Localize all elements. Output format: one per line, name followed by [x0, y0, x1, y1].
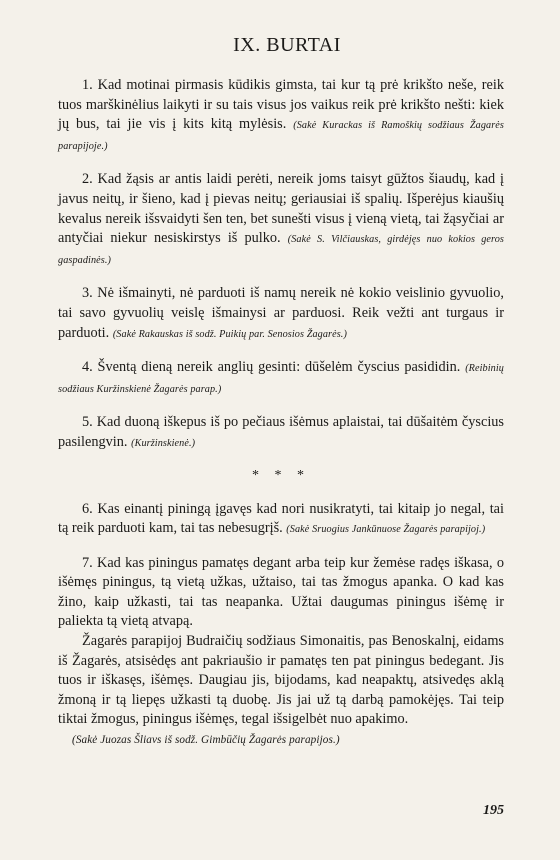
- page-number: 195: [483, 803, 504, 818]
- entry-text-continued: Žagarės parapijoj Budraičių sodžiaus Simonaitis, pas Benoskalnį, eidams iš Žagarės, atsisėdęs ant pakriaušio ir pamatęs ten pat piningus bedegant. Jis tuos ir iškasęs, išėmęs. Daugiau jis, bijodams, kad neapaktų, atsivedęs aklą žmoną ir tą liepęs užkasti tą duobę. Jis jai už tą darbą pamokėjęs. Tai teip tiktai žmogus, piningus išėmęs, tegal išsigelbėt nuo apakimo.: [58, 633, 504, 728]
- entry-source: (Reibinių sodžiaus Kuržinskienė Žagarės parap.): [58, 363, 504, 395]
- entry-text: 3. Nė išmainyti, nė parduoti iš namų nereik nė kokio veislinio gyvuolio, tai savo gyvuolių veislę išmainysi ar parduosi. Reik vežti ant turgaus ir parduoti.: [58, 285, 504, 341]
- entry-text: 5. Kad duoną iškepus iš po pečiaus išėmus aplaistai, tai dūšaitėm čyscius pasilengvin.: [58, 414, 504, 450]
- entry-1: [58, 76, 504, 156]
- entry-6: [58, 500, 504, 540]
- entry-source: (Sakė Juozas Šliavs iš sodž. Gimbūčių Žagarės parapijos.): [72, 734, 340, 747]
- entry-text: 6. Kas einantį piningą įgavęs kad nori nusikratyti, tai kitaip jo negal, tai tą reik parduoti kam, tai tas nebesugrįš.: [58, 500, 504, 537]
- entry-source: (Sakė S. Vilčiauskas, girdėjęs nuo kokios geros gaspadinės.): [58, 234, 504, 266]
- entry-source: (Kuržinskienė.): [131, 437, 196, 449]
- entry-text: 1. Kad motinai pirmasis kūdikis gimsta, tai kur tą prė krikšto neše, reik tuos marškinėlius laikyti ir su tais visus jos vaikus reik prė krikšto nešti: kiek jų bus, tai jie vis į kits kitą mylėsis.: [58, 77, 504, 133]
- entry-2: [58, 170, 504, 270]
- entry-text: 4. Šventą dieną nereik anglių gesinti: dūšelėm čyscius pasididin.: [82, 359, 461, 376]
- entry-4: [58, 358, 504, 399]
- entry-source: (Sakė Kurackas iš Ramoškių sodžiaus Žagarės parapijoje.): [58, 120, 504, 152]
- entry-source: (Sakė Rakauskas iš sodž. Puikių par. Senosios Žagarės.): [112, 328, 347, 340]
- entry-3: [58, 284, 504, 344]
- section-separator: * * *: [252, 467, 310, 483]
- entry-7: [58, 554, 504, 751]
- page-body: [58, 34, 504, 765]
- entry-source: (Sakė Sruogius Jankūnuose Žagarės parapijoj.): [286, 524, 486, 536]
- entry-5: [58, 413, 504, 453]
- chapter-title: IX. BURTAI: [233, 34, 341, 56]
- entry-text: 7. Kad kas piningus pamatęs degant arba teip kur žemėse radęs iškasa, o išėmęs piningus, tą vietą užkas, užtaiso, tai tas žmogus apanka. O kad kas žino, kaip užkasti, tai tas neapanka. Užtai daugumas piningus išėmę ir paliekta tą vietą atvapą.: [58, 554, 504, 630]
- entry-text: 2. Kad žąsis ar antis laidi perėti, nereik joms taisyt gūžtos šiaudų, kad į javus neitų, ir šieno, kad į pievas neitų; geriausiai iš spalių. Išperėjus kiaušių kevalus nereik išsvaidyti šen ten, bet sunešti visus į vieną vietą, tai žąsyčiai ar antyčiai niekur nesiskirstys iš pulko.: [58, 171, 504, 247]
